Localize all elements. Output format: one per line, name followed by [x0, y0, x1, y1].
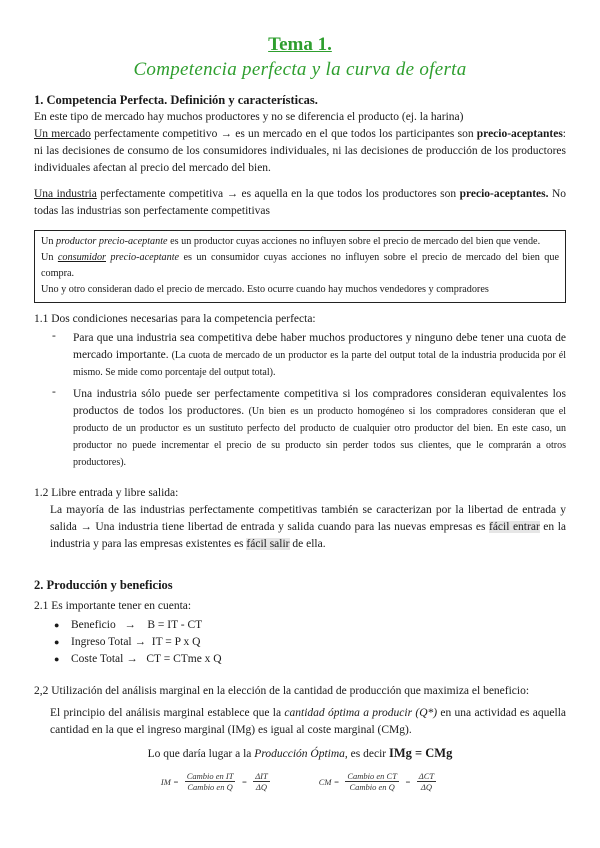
cm-formula	[319, 771, 439, 792]
subsection-1-1-heading: 1.1 Dos condiciones necesarias para la competencia perfecta:	[34, 313, 316, 325]
principle-text-b: en una actividad es aquella cantidad en la que el ingreso marginal (IMg) es igual al coste marginal (CMg).	[50, 707, 566, 736]
box-line2-a: Un	[41, 252, 58, 263]
condition1-main: Para que una industria sea competitiva debe haber muchos productores y ninguno debe tener una cuota de mercado importante.	[73, 332, 566, 361]
principle-italic: cantidad óptima a producir (Q*)	[284, 707, 438, 719]
highlight-facil-entrar: fácil entrar	[489, 521, 540, 533]
cm-numerator: Cambio en CT	[347, 771, 397, 781]
im-delta-numerator: ΔIT	[255, 771, 268, 781]
condition2-main: Una industria sólo puede ser perfectamente competitiva si los compradores consideran equivalentes los productos de todos los productores.	[73, 388, 566, 417]
industria-definition	[34, 186, 566, 220]
arrow-icon: →	[124, 619, 136, 631]
cm-denominator: Cambio en Q	[349, 782, 395, 792]
arrow-icon: →	[126, 653, 138, 665]
marginal-formulas	[34, 771, 566, 792]
box-line-2	[41, 250, 559, 282]
cm-label: CM =	[318, 776, 340, 787]
formulas-list	[34, 617, 566, 668]
industria-term: Una industria	[34, 188, 97, 200]
cm-delta-numerator: ΔCT	[418, 771, 435, 781]
optimal-text-b: , es decir	[344, 748, 389, 760]
box-line1-a: Un	[41, 236, 56, 247]
section1-intro: En este tipo de mercado hay muchos productores y no se diferencia el producto (ej. la harina)	[34, 111, 464, 123]
mercado-text-a: perfectamente competitivo → es un mercado en el que todos los participantes son	[90, 128, 477, 140]
coste-label: Coste Total	[71, 653, 124, 665]
libre-text-c: de ella.	[289, 538, 326, 550]
arrow-icon: →	[134, 636, 146, 648]
definition-box	[34, 230, 566, 303]
section1-heading: 1. Competencia Perfecta. Definición y características.	[34, 93, 318, 107]
box-line2-b: es un consumidor cuyas acciones no influyen sobre el precio de mercado del bien que compra.	[41, 252, 559, 279]
im-equals: =	[241, 776, 248, 787]
list-item	[54, 634, 566, 651]
list-item	[54, 651, 566, 668]
industria-text-a: perfectamente competitiva → es aquella en la que todos los productores son	[96, 188, 460, 200]
beneficio-formula: B = IT - CT	[147, 619, 203, 631]
mercado-definition	[34, 126, 566, 177]
im-delta-denominator: ΔQ	[255, 782, 268, 792]
condition2-note: (Un bien es un producto homogéneo si los compradores consideran que el producto de un productor es un sustituto perfecto del producto de cualquier otro productor del bien. En este caso, un productor no puede incrementar el precio de su producto sin perder todos sus clientes, que le comprarán a otros productores).	[73, 406, 566, 468]
mercado-text-b: : ni las decisiones de consumo de los consumidores individuales, ni las decisiones de producción de los productores individuales afectan al precio del mercado del bien.	[34, 128, 566, 174]
libre-text-a: La mayoría de las industrias perfectamente competitivas también se caracterizan por la libertad de entrada y salida → Una industria tiene libertad de entrada y salida cuando para las nuevas empresas es	[50, 504, 566, 533]
marginal-principle	[34, 705, 566, 739]
box-line1-italic: productor precio-aceptante	[56, 236, 168, 247]
subsection-2-1-heading: 2.1 Es importante tener en cuenta:	[34, 600, 192, 612]
condition1-note: (La cuota de mercado de un productor es la parte del output total de la industria producida por él mismo. Se mide como porcentaje del output total).	[73, 350, 566, 378]
coste-formula: CT = CTme x Q	[146, 653, 222, 665]
subsection-2-2-heading: 2,2 Utilización del análisis marginal en la elección de la cantidad de producción que maximiza el beneficio:	[34, 685, 530, 697]
cm-delta-denominator: ΔQ	[420, 782, 432, 792]
libre-entrada-text	[34, 502, 566, 553]
im-numerator: Cambio en IT	[186, 771, 234, 781]
mercado-term: Un mercado	[34, 128, 91, 140]
principle-text-a: El principio del análisis marginal establece que la	[50, 707, 285, 719]
condition-item	[34, 386, 566, 471]
section2-heading: 2. Producción y beneficios	[34, 578, 173, 592]
im-formula	[161, 771, 273, 792]
industria-text-b: No todas las industrias son perfectamente competitivas	[34, 188, 566, 217]
beneficio-label: Beneficio	[71, 619, 116, 631]
ingreso-label: Ingreso Total	[71, 636, 132, 648]
list-item	[54, 617, 566, 634]
highlight-facil-salir: fácil salir	[246, 538, 290, 550]
box-line-1	[41, 234, 559, 250]
box-line-3: Uno y otro consideran dado el precio de mercado. Esto ocurre cuando hay muchos vendedores y compradores	[41, 284, 489, 295]
cm-equals: =	[404, 776, 411, 787]
box-line1-b: es un productor cuyas acciones no influyen sobre el precio de mercado del bien que vende.	[167, 236, 541, 247]
im-denominator: Cambio en Q	[187, 782, 233, 792]
mercado-bold: precio-aceptantes	[476, 128, 563, 140]
conditions-list	[34, 330, 566, 471]
optimal-production-line	[34, 745, 566, 763]
optimal-italic: Producción Óptima	[254, 748, 345, 760]
box-line2-italic: precio-aceptante	[106, 252, 180, 263]
condition-item	[34, 330, 566, 381]
optimal-text-a: Lo que daría lugar a la	[147, 748, 255, 760]
page-title: Tema 1.	[268, 34, 332, 55]
optimal-bold-equation: IMg = CMg	[388, 746, 453, 760]
libre-text-b: en la industria y para las empresas existentes es	[50, 521, 566, 550]
industria-bold: precio-aceptantes.	[459, 188, 549, 200]
ingreso-formula: IT = P x Q	[151, 636, 201, 648]
page-subtitle: Competencia perfecta y la curva de oferta	[133, 59, 467, 80]
box-line2-underlined: consumidor	[57, 252, 106, 263]
im-label: IM =	[160, 776, 179, 787]
subsection-1-2-heading: 1.2 Libre entrada y libre salida:	[34, 487, 179, 499]
